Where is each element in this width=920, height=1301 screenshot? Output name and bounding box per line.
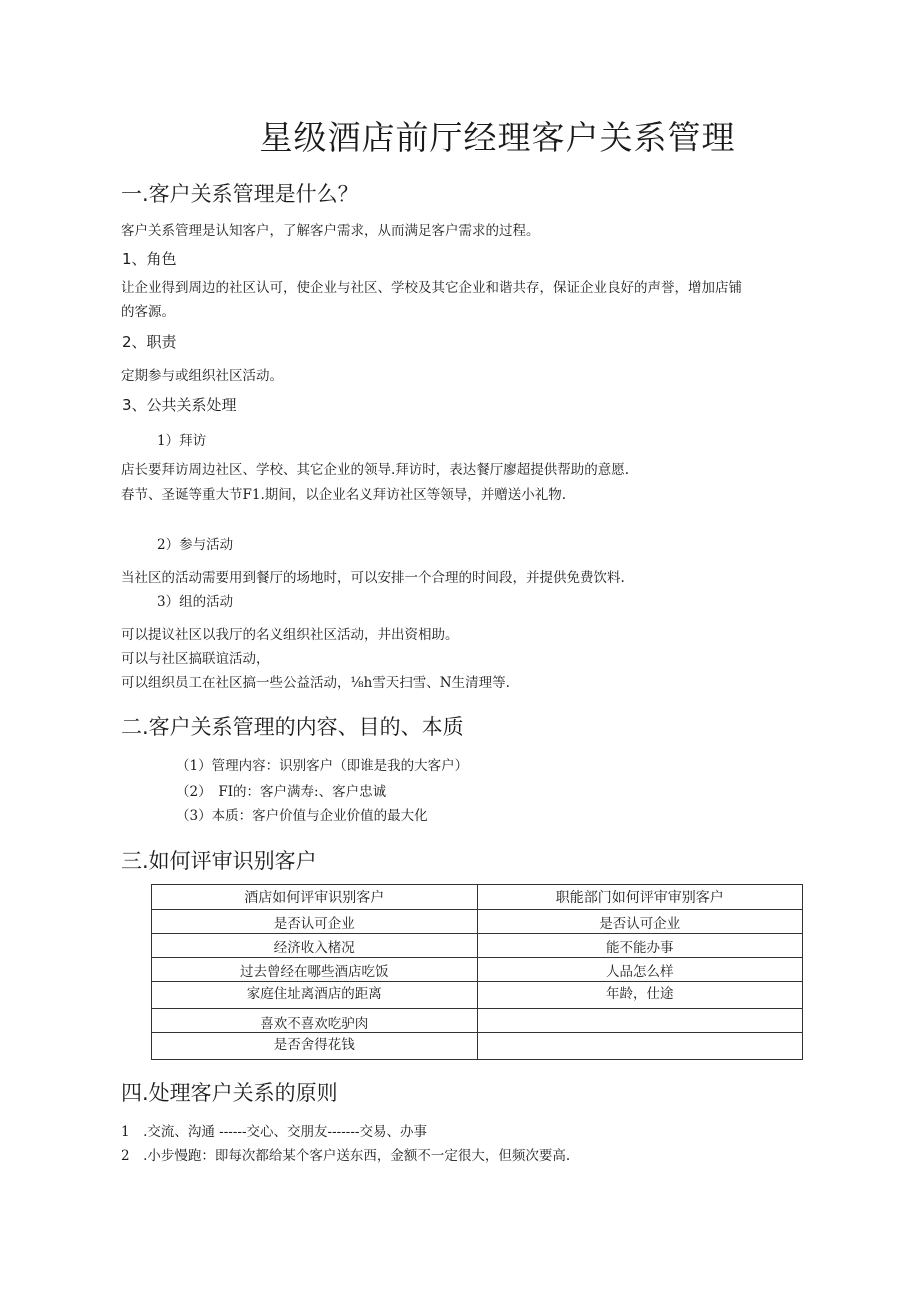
principle-1: 1 .交流、沟通 ------交心、交朋友-------交易、办事 (121, 1124, 427, 1140)
table-cell: 过去曾经在哪些酒店吃饭 (152, 958, 478, 982)
evaluation-table (151, 884, 803, 1060)
table-cell: 人品怎么样 (477, 958, 803, 982)
table-row (152, 1009, 803, 1033)
table-row (152, 934, 803, 958)
section-2-item-2: （2） FI的：客户满寿:、客户忠诚 (176, 784, 387, 800)
role-heading: 1、角色 (122, 250, 177, 268)
table-row (152, 910, 803, 934)
organize-label: 3）组的活动 (157, 594, 234, 610)
section-2-item-3: （3）本质：客户价值与企业价值的最大化 (176, 808, 428, 824)
table-cell: 经济收入楮况 (152, 934, 478, 958)
section-1-intro: 客户关系管理是认知客户，了解客户需求，从而满足客户需求的过程。 (121, 223, 540, 239)
document-title: 星级酒店前厅经理客户关系管理 (259, 118, 736, 157)
table-row (152, 958, 803, 982)
table-header-right: 职能部门如何评审审别客户 (477, 885, 803, 910)
section-1-heading: 一.客户关系管理是什么？ (121, 182, 359, 206)
participate-text: 当社区的活动需要用到餐厅的场地时，可以安排一个合理的时间段，并提供免费饮料. (121, 570, 625, 586)
duty-heading: 2、职责 (122, 333, 177, 351)
table-cell: 能不能办事 (477, 934, 803, 958)
participate-label: 2）参与活动 (157, 537, 234, 553)
pr-heading: 3、公共关系处理 (122, 396, 237, 414)
visit-line-2: 春节、圣诞等重大节F1.期间，以企业名义拜访社区等领导，并赠送小礼物. (121, 487, 567, 503)
organize-line-3: 可以组织员工在社区搞一些公益活动，⅛h雪天扫雪、N生清理等. (121, 675, 510, 691)
visit-line-1: 店长要拜访周边社区、学校、其它企业的领导.拜访时，表达餐厅廖超提供帮助的意愿. (121, 462, 630, 478)
role-line-1: 让企业得到周边的社区认可，使企业与社区、学校及其它企业和谐共存，保证企业良好的声誉，增加店铺 (121, 280, 742, 296)
table-header-left: 酒店如何评审识别客户 (152, 885, 478, 910)
section-2-heading: 二.客户关系管理的内容、目的、本质 (121, 715, 464, 739)
table-row (152, 1033, 803, 1060)
section-3-heading: 三.如何评审识别客户 (121, 849, 317, 873)
table-cell: 是否认可企业 (477, 910, 803, 934)
table-header-row (152, 885, 803, 910)
table-cell: 喜欢不喜欢吃驴肉 (152, 1009, 478, 1033)
table-cell: 年龄，仕途 (477, 982, 803, 1009)
table-cell: 是否认可企业 (152, 910, 478, 934)
table-cell: 家庭住址离酒店的距离 (152, 982, 478, 1009)
table-cell: 是否舍得花钱 (152, 1033, 478, 1060)
section-4-heading: 四.处理客户关系的原则 (121, 1081, 338, 1105)
principle-2: 2 .小步慢跑：即每次都给某个客户送东西，金额不一定很大，但频次要高. (121, 1148, 571, 1164)
organize-line-2: 可以与社区搞联谊活动， (121, 651, 270, 667)
organize-line-1: 可以提议社区以我厅的名义组织社区活动，井出资相助。 (121, 627, 459, 643)
visit-label: 1）拜访 (157, 433, 207, 449)
section-2-item-1: （1）管理内容：识别客户（即谁是我的大客户） (176, 758, 469, 774)
table-row (152, 982, 803, 1009)
table-cell (477, 1009, 803, 1033)
table-cell (477, 1033, 803, 1060)
duty-text: 定期参与或组织社区活动。 (121, 368, 283, 384)
role-line-2: 的客源。 (121, 304, 175, 320)
